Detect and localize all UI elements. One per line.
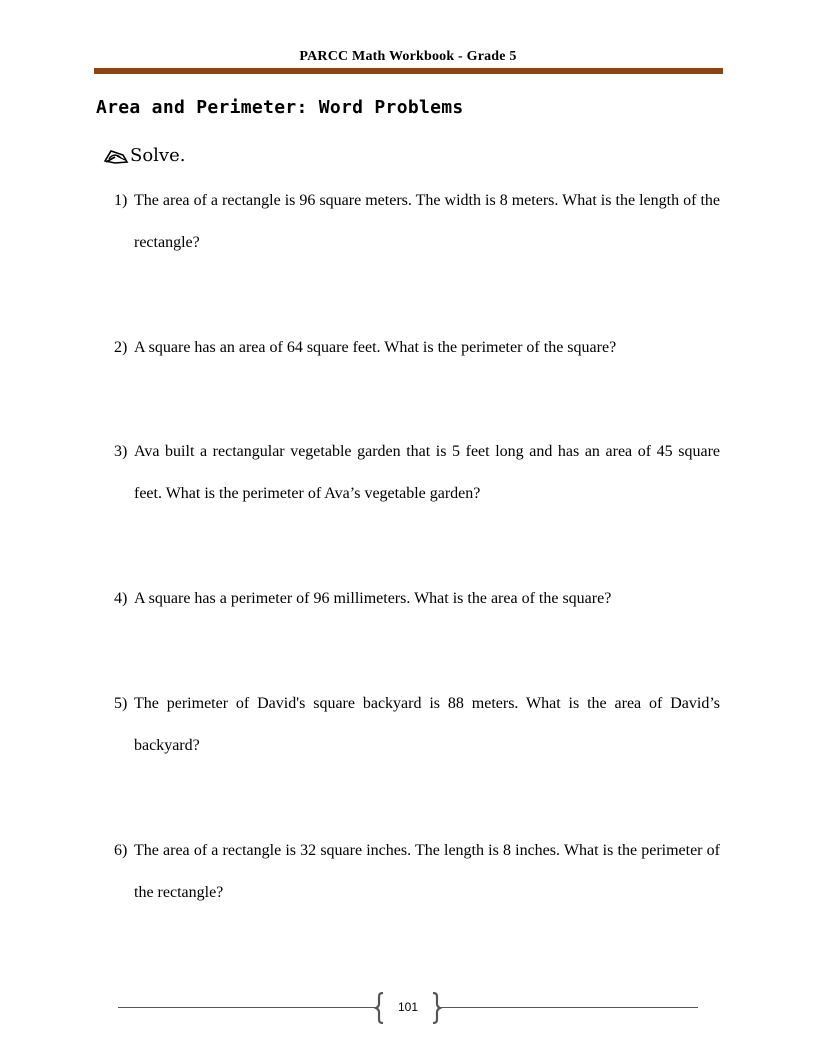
header-divider bbox=[94, 68, 723, 74]
problem-item bbox=[114, 830, 720, 914]
footer-left-bracket bbox=[374, 992, 386, 1024]
problem-text: The area of a rectangle is 32 square inches. The length is 8 inches. What is the perimeter of the rectangle? bbox=[134, 842, 720, 901]
section-title: Area and Perimeter: Word Problems bbox=[96, 97, 464, 118]
footer-right-bracket bbox=[430, 992, 442, 1024]
problem-number: 1) bbox=[114, 192, 128, 209]
problem-number: 4) bbox=[114, 590, 128, 607]
writing-hand-icon bbox=[103, 147, 129, 165]
workbook-header-title: PARCC Math Workbook - Grade 5 bbox=[299, 49, 517, 64]
problem-item bbox=[114, 180, 720, 264]
problem-item bbox=[114, 431, 720, 515]
problem-text: Ava built a rectangular vegetable garden that is 5 feet long and has an area of 45 square feet. What is the perimeter of Ava’s vegetable garden? bbox=[134, 443, 720, 502]
problem-number: 5) bbox=[114, 695, 128, 712]
page-number: 101 bbox=[397, 1000, 419, 1014]
problem-text: A square has an area of 64 square feet. What is the perimeter of the square? bbox=[134, 339, 617, 356]
instruction-text: Solve. bbox=[130, 145, 186, 166]
problem-item bbox=[114, 578, 720, 620]
problem-text: A square has a perimeter of 96 millimeters. What is the area of the square? bbox=[134, 590, 612, 607]
footer-line-right bbox=[440, 1007, 698, 1008]
footer-line-left bbox=[118, 1007, 376, 1008]
problem-number: 3) bbox=[114, 443, 128, 460]
problem-number: 2) bbox=[114, 339, 128, 356]
problem-number: 6) bbox=[114, 842, 128, 859]
problem-item bbox=[114, 683, 720, 767]
problem-item bbox=[114, 327, 720, 369]
problem-text: The perimeter of David's square backyard is 88 meters. What is the area of David’s backyard? bbox=[134, 695, 720, 754]
instruction bbox=[103, 145, 185, 166]
problem-text: The area of a rectangle is 96 square meters. The width is 8 meters. What is the length of the rectangle? bbox=[134, 192, 720, 251]
